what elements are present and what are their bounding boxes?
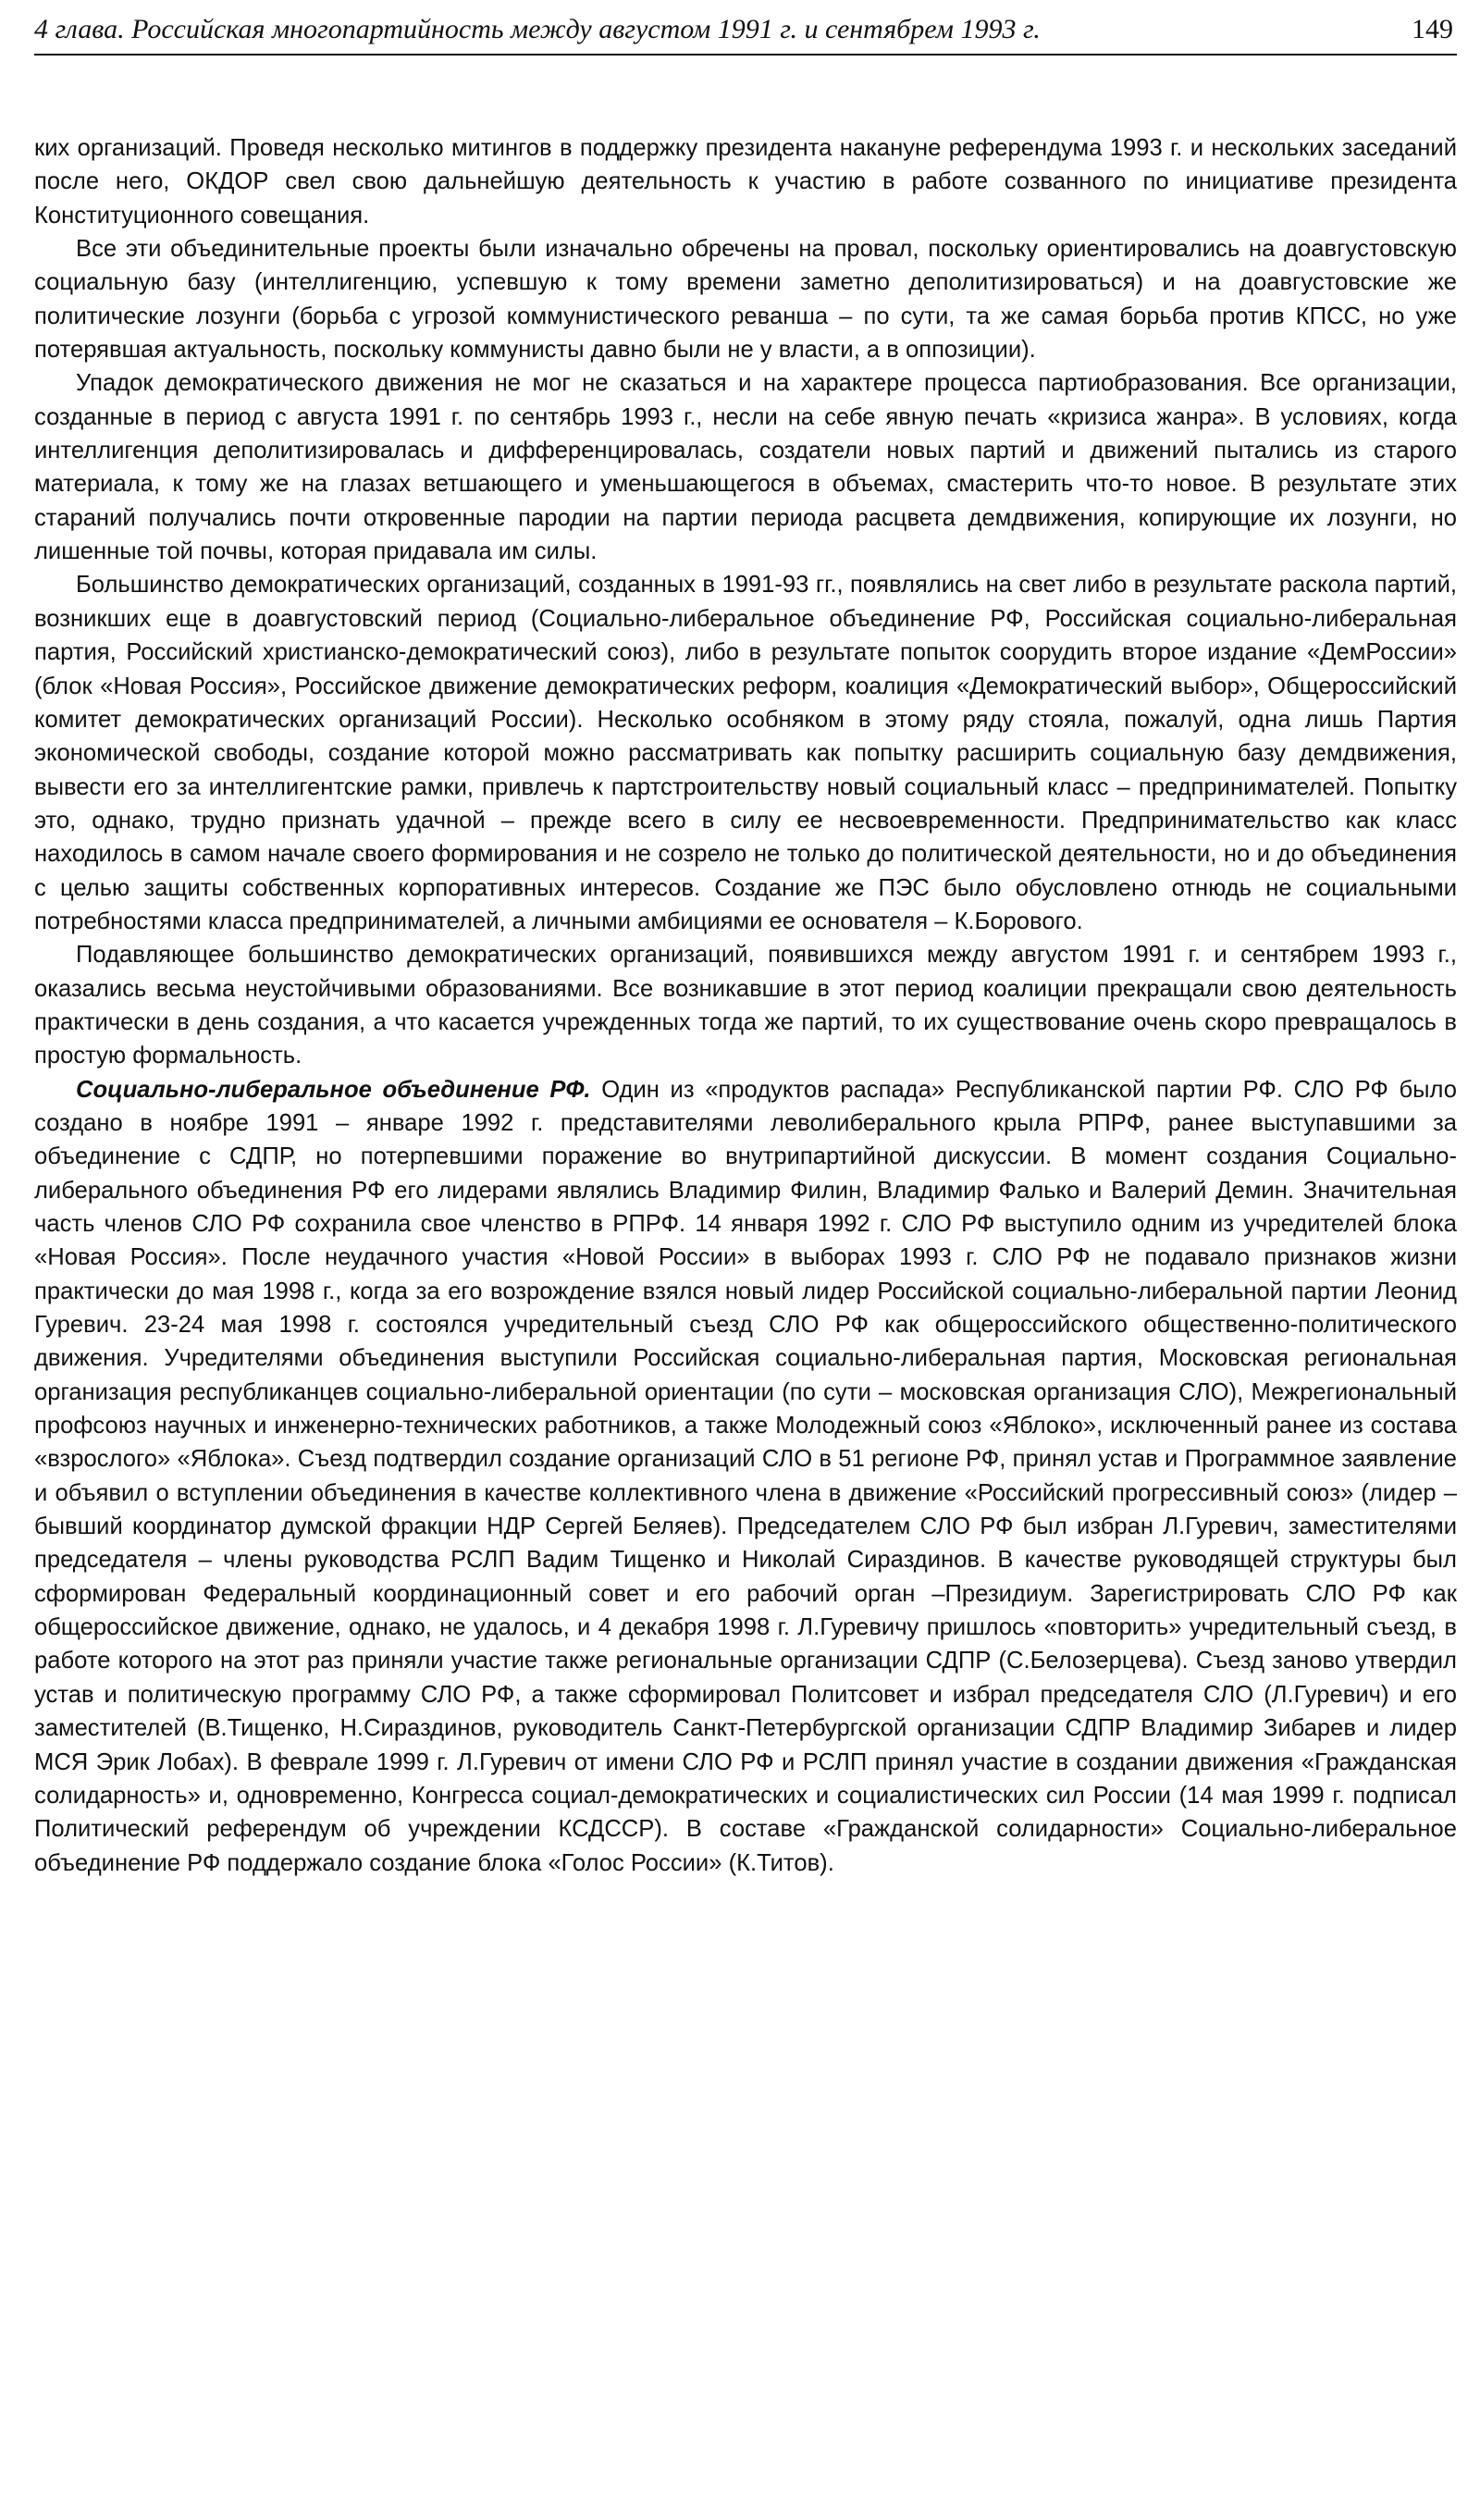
- section-run-in-heading: Социально-либеральное объединение РФ.: [76, 1076, 591, 1103]
- page-number: 149: [1412, 14, 1453, 44]
- paragraph-text: ких организаций. Проведя несколько митингов в поддержку президента накануне референдума 1993 г. и нескольких заседаний после него, ОКДОР свел свою дальнейшую деятельность к участию в работе созванного по инициативе президента Конституционного совещания.: [34, 135, 1457, 229]
- chapter-header-title: 4 глава. Российская многопартийность между августом 1991 г. и сентябрем 1993 г.: [34, 14, 1041, 44]
- paragraph-decline-of-movement: [34, 366, 1457, 568]
- paragraph-continuation: [34, 131, 1457, 232]
- body-text: [34, 131, 1457, 1880]
- paragraph-unstable-formations: [34, 938, 1457, 1072]
- paragraph-text: Подавляющее большинство демократических организаций, появившихся между августом 1991 г. и сентябрем 1993 г., оказались весьма неустойчивыми образованиями. Все возникавшие в этот период коалиции прекращали свою деятельность практически в день создания, а что касается учрежденных тогда же партий, то их существование очень скоро превращалось в простую формальность.: [34, 942, 1457, 1069]
- paragraph-text: Большинство демократических организаций, созданных в 1991-93 гг., появлялись на свет либо в результате раскола партий, возникших еще в доавгустовский период (Социально-либеральное объединение РФ, Российская социально-либеральная партия, Российский христианско-демократический союз), либо в результате попыток соорудить второе издание «ДемРоссии» (блок «Новая Россия», Российское движение демократических реформ, коалиция «Демократический выбор», Общероссийский комитет демократических организаций России). Несколько особняком в этому ряду стояла, пожалуй, одна лишь Партия экономической свободы, создание которой можно рассматривать как попытку расширить социальную базу демдвижения, вывести его за интеллигентские рамки, привлечь к партстроительству новый социальный класс – предпринимателей. Попытку это, однако, трудно признать удачной – прежде всего в силу ее несвоевременности. Предпринимательство как класс находилось в самом начале своего формирования и не созрело не только до политической деятельности, но и до объединения с целью защиты собственных корпоративных интересов. Создание же ПЭС было обусловлено отнюдь не социальными потребностями класса предпринимателей, а личными амбициями ее основателя – К.Борового.: [34, 572, 1457, 934]
- paragraph-slo-rf: [34, 1073, 1457, 1880]
- running-header: [34, 7, 1457, 56]
- paragraph-text: Упадок демократического движения не мог не сказаться и на характере процесса партиобразования. Все организации, созданные в период с августа 1991 г. по сентябрь 1993 г., несли на себе явную печать «кризиса жанра». В условиях, когда интеллигенция деполитизировалась и дифференцировалась, создатели новых партий и движений пытались из старого материала, к тому же на глазах ветшающего и уменьшающегося в объемах, смастерить что-то новое. В результате этих стараний получались почти откровенные пародии на партии периода расцвета демдвижения, копирующие их лозунги, но лишенные той почвы, которая придавала им силы.: [34, 370, 1457, 565]
- paragraph-text: Все эти объединительные проекты были изначально обречены на провал, поскольку ориентировались на доавгустовскую социальную базу (интеллигенцию, успевшую к тому времени заметно деполитизироваться) и на доавгустовские же политические лозунги (борьба с угрозой коммунистического реванша – по сути, та же самая борьба против КПСС, но уже потерявшая актуальность, поскольку коммунисты давно были не у власти, а в оппозиции).: [34, 236, 1457, 364]
- paragraph-text: Один из «продуктов распада» Республиканской партии РФ. СЛО РФ было создано в ноябре 1991 – январе 1992 г. представителями леволиберального крыла РПРФ, ранее выступавшими за объединение с СДПР, но потерпевшими поражение во внутрипартийной дискуссии. В момент создания Социально-либерального объединения РФ его лидерами являлись Владимир Филин, Владимир Фалько и Валерий Демин. Значительная часть членов СЛО РФ сохранила свое членство в РПРФ. 14 января 1992 г. СЛО РФ выступило одним из учредителей блока «Новая Россия». После неудачного участия «Новой России» в выборах 1993 г. СЛО РФ не подавало признаков жизни практически до мая 1998 г., когда за его возрождение взялся новый лидер Российской социально-либеральной партии Леонид Гуревич. 23-24 мая 1998 г. состоялся учредительный съезд СЛО РФ как общероссийского общественно-политического движения. Учредителями объединения выступили Российская социально-либеральная партия, Московская региональная организация республиканцев социально-либеральной ориентации (по сути – московская организация СЛО), Межрегиональный профсоюз научных и инженерно-технических работников, а также Молодежный союз «Яблоко», исключенный ранее из состава «взрослого» «Яблока». Съезд подтвердил создание организаций СЛО в 51 регионе РФ, принял устав и Программное заявление и объявил о вступлении объединения в качестве коллективного члена в движение «Российский прогрессивный союз» (лидер – бывший координатор думской фракции НДР Сергей Беляев). Председателем СЛО РФ был избран Л.Гуревич, заместителями председателя – члены руководства РСЛП Вадим Тищенко и Николай Сираздинов. В качестве руководящей структуры был сформирован Федеральный координационный совет и его рабочий орган –Президиум. Зарегистрировать СЛО РФ как общероссийское движение, однако, не удалось, и 4 декабря 1998 г. Л.Гуревичу пришлось «повторить» учредительный съезд, в работе которого на этот раз приняли участие также региональные организации СДПР (С.Белозерцева). Съезд заново утвердил устав и политическую программу СЛО РФ, а также сформировал Политсовет и избрал председателя СЛО (Л.Гуревич) и его заместителей (В.Тищенко, Н.Сираздинов, руководитель Санкт-Петербургской организации СДПР Владимир Зибарев и лидер МСЯ Эрик Лобах). В феврале 1999 г. Л.Гуревич от имени СЛО РФ и РСЛП принял участие в создании движения «Гражданская солидарность» и, одновременно, Конгресса социал-демократических и социалистических сил России (14 мая 1999 г. подписал Политический референдум об учреждении КСДССР). В составе «Гражданской солидарности» Социально-либеральное объединение РФ поддержало создание блока «Голос России» (К.Титов).: [34, 1076, 1457, 1876]
- paragraph-unification-projects: [34, 232, 1457, 366]
- paragraph-democratic-organizations: [34, 568, 1457, 938]
